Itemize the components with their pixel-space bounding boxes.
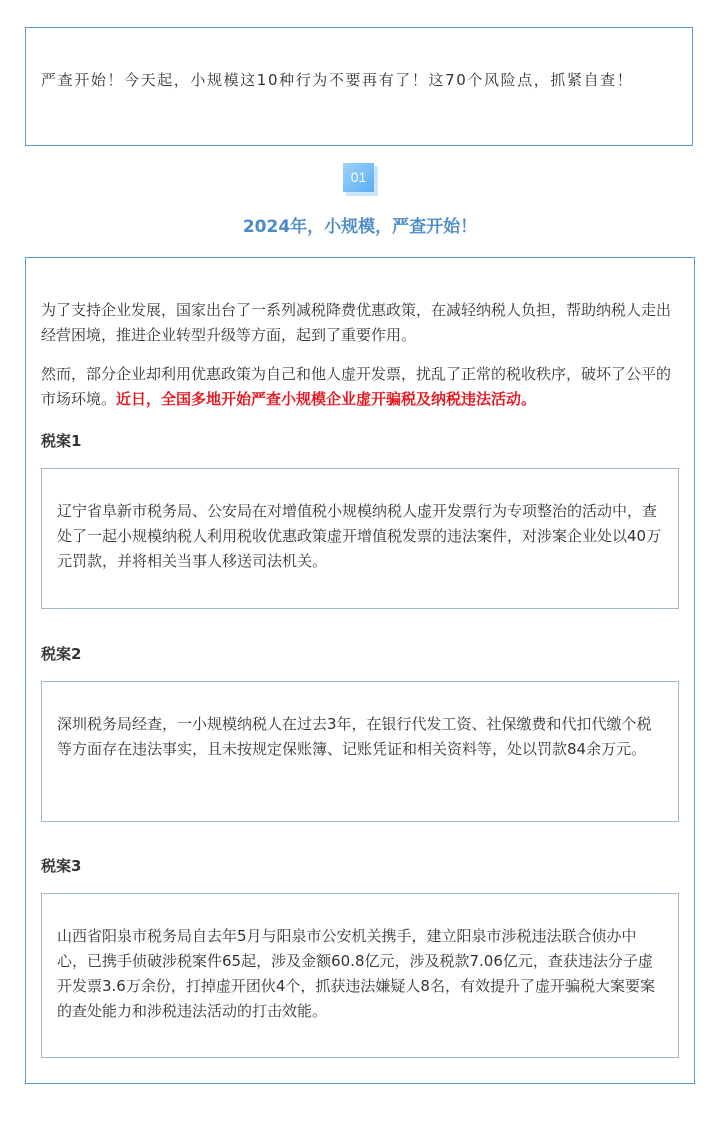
section-number: 01 [343,163,374,192]
case-title-2: 税案2 [41,645,82,663]
paragraph-highlight: 近日，全国多地开始严查小规模企业虚开骗税及纳税违法活动。 [116,390,537,408]
case-text-2: 深圳税务局经查，一小规模纳税人在过去3年，在银行代发工资、社保缴费和代扣代缴个税等方面存在违法事实，且未按规定保账簿、记账凭证和相关资料等，处以罚款84余万元。 [57,715,652,758]
section-title: 2024年，小规模，严查开始！ [242,217,478,237]
intro-box [25,27,693,146]
paragraph-intro: 为了支持企业发展，国家出台了一系列减税降费优惠政策，在减轻纳税人负担，帮助纳税人走出经营困境，推进企业转型升级等方面，起到了重要作用。 [41,301,672,344]
case-title-1: 税案1 [41,432,82,450]
case-title-3: 税案3 [41,857,82,875]
paragraph-problem [41,362,683,412]
case-box-1 [41,468,679,609]
case-box-3 [41,893,679,1058]
intro-text: 严查开始！今天起，小规模这10种行为不要再有了！这70个风险点，抓紧自查！ [41,71,634,89]
main-content-box [25,257,695,1084]
case-text-3: 山西省阳泉市税务局自去年5月与阳泉市公安机关携手，建立阳泉市涉税违法联合侦办中心，已携手侦破涉税案件65起，涉及金额60.8亿元，涉及税款7.06亿元，查获违法分子虚开发票3.6万余份，打掉虚开团伙4个，抓获违法嫌疑人8名，有效提升了虚开骗税大案要案的查处能力和涉税违法活动的打击效能。 [57,927,655,1020]
section-number-badge [343,163,379,197]
case-text-1: 辽宁省阜新市税务局、公安局在对增值税小规模纳税人虚开发票行为专项整治的活动中，查处了一起小规模纳税人利用税收优惠政策虚开增值税发票的违法案件，对涉案企业处以40万元罚款，并将相关当事人移送司法机关。 [57,502,662,570]
paragraph-problem-text: 然而，部分企业却利用优惠政策为自己和他人虚开发票，扰乱了正常的税收秩序，破坏了公平的市场环境。 [41,365,672,408]
case-box-2 [41,681,679,822]
